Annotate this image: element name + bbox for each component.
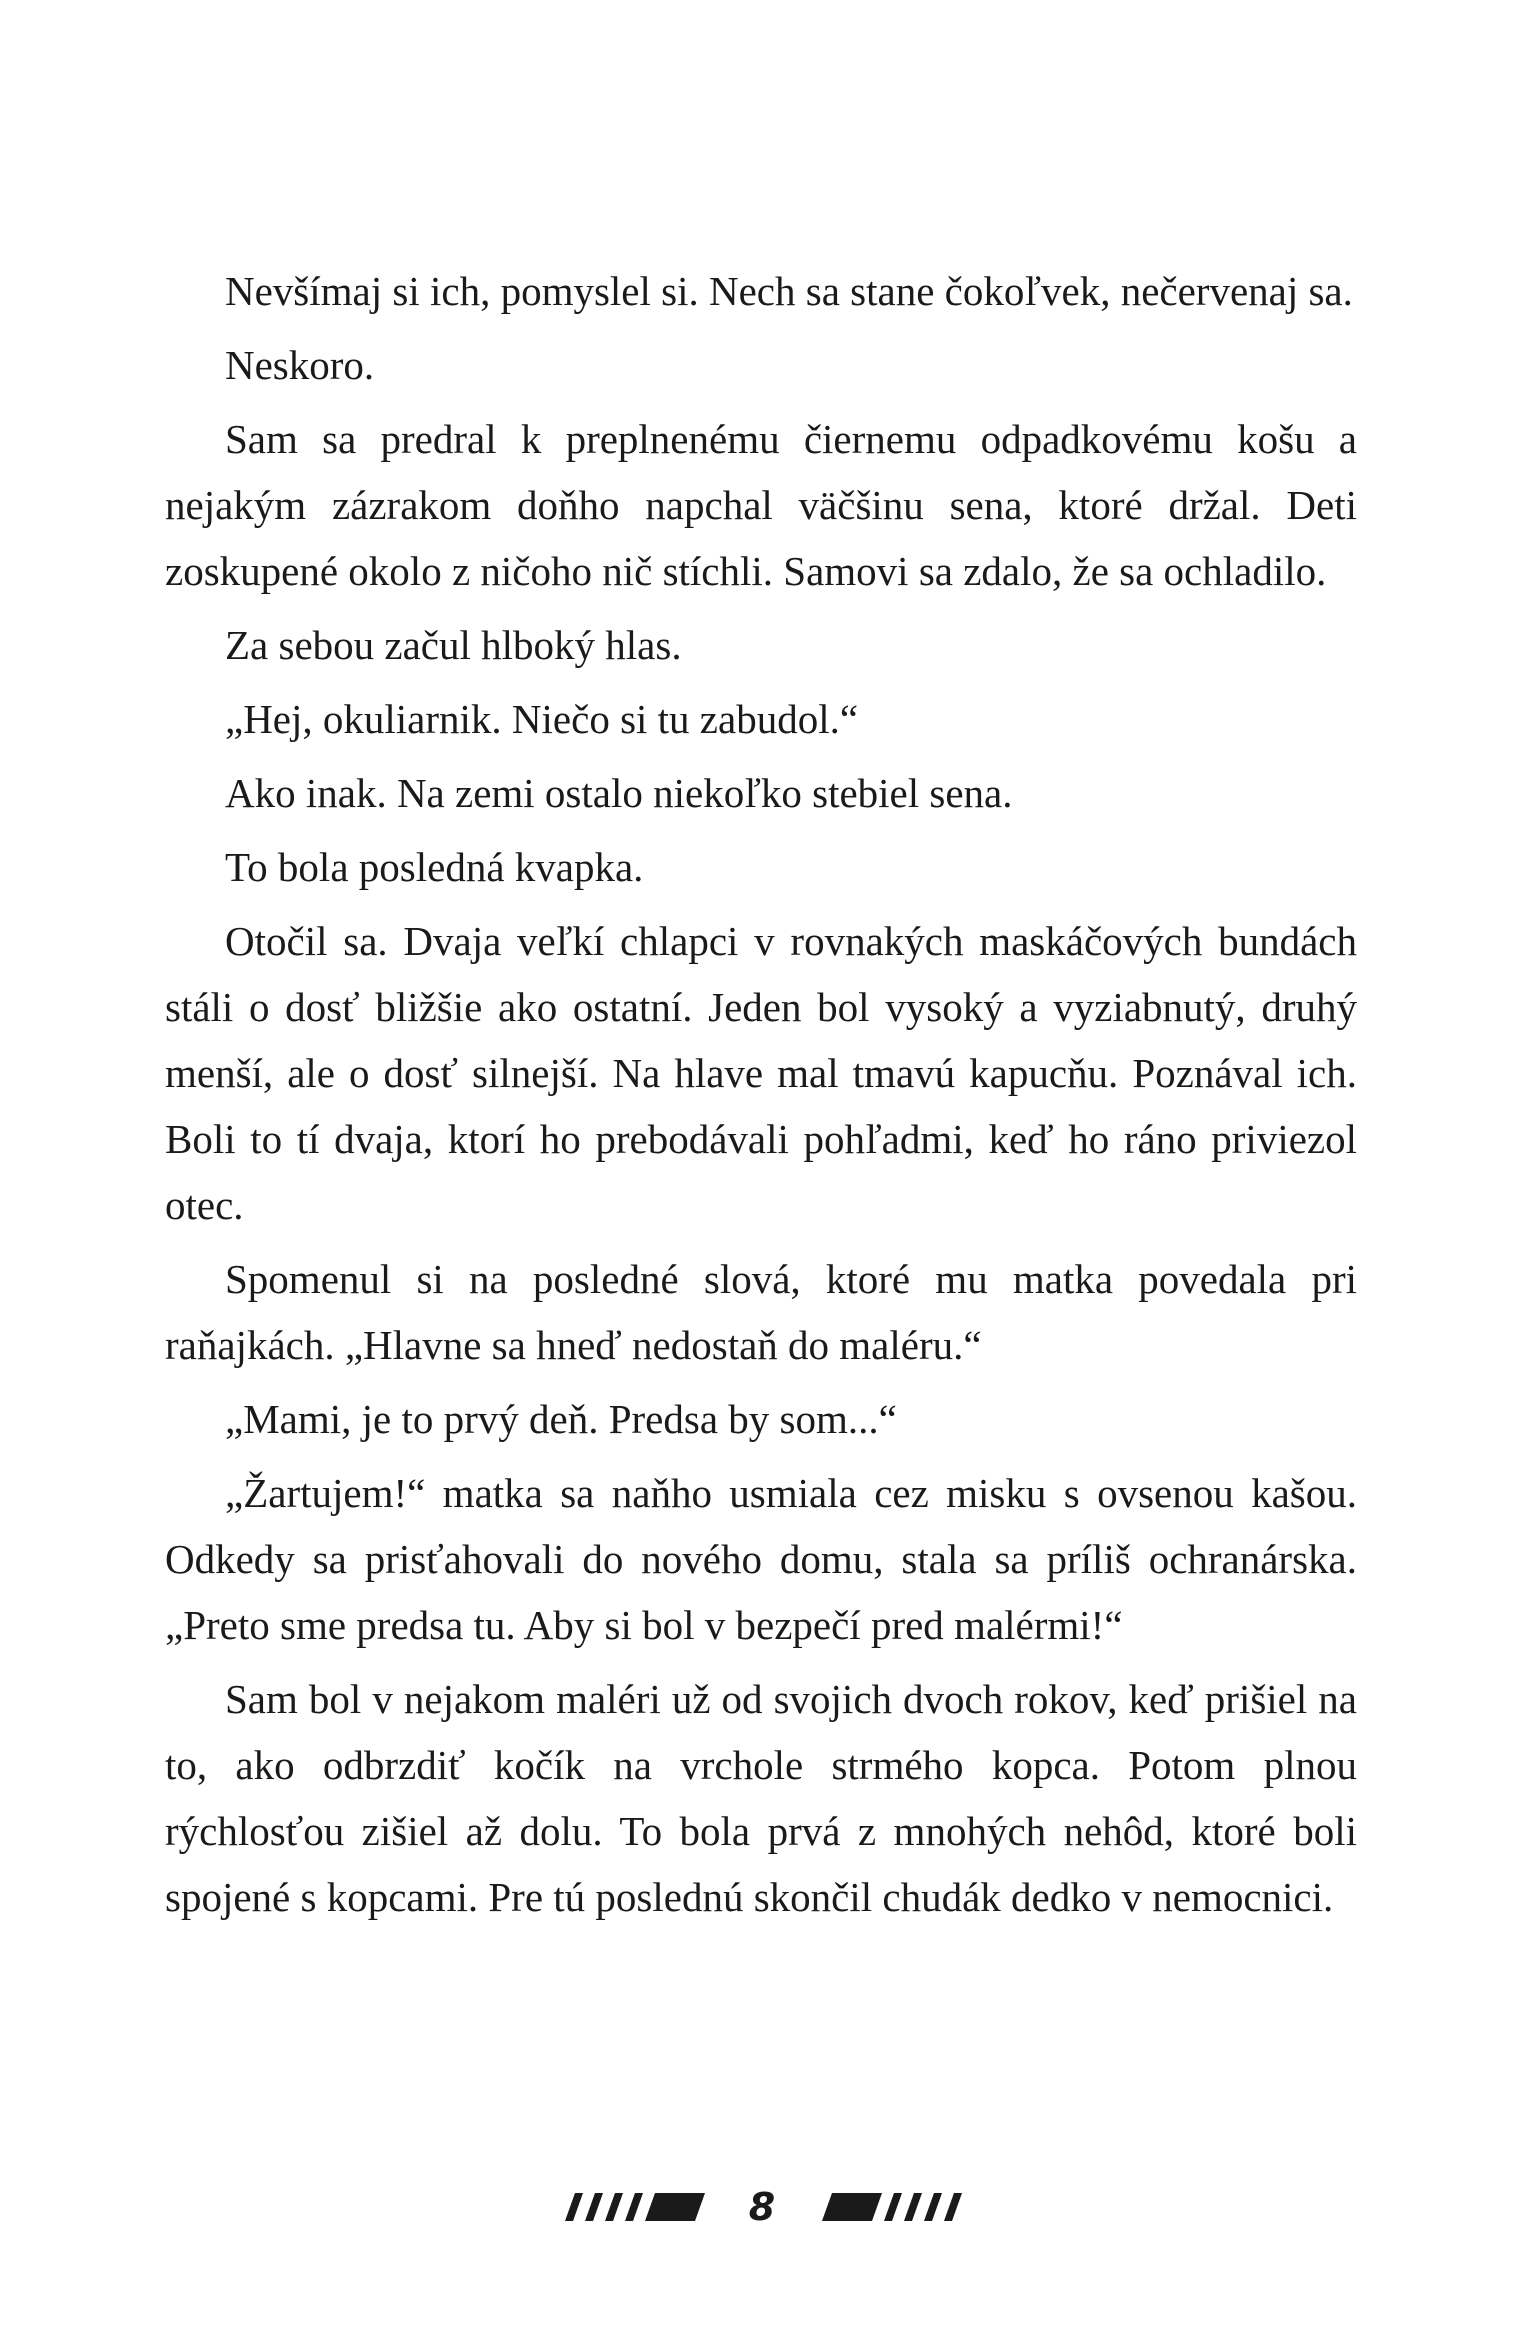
paragraph: „Žartujem!“ matka sa naňho usmiala cez misku s ovsenou kašou. Odkedy sa prisťahovali do nového domu, stala sa príliš ochranárska. „Preto sme predsa tu. Aby si bol v bezpečí pred malérmi!“ [165,1470,1357,1648]
paragraph: Sam sa predral k preplnenému čiernemu odpadkovému košu a nejakým zázrakom doňho napchal väčšinu sena, ktoré držal. Deti zoskupené okolo z ničoho nič stíchli. Samovi sa zdalo, že sa ochladilo. [165,416,1357,594]
right-stripes-ornament [822,2193,962,2221]
page-footer [0,2185,1524,2229]
paragraph: Za sebou začul hlboký hlas. [225,622,682,668]
paragraph: Neskoro. [225,342,375,388]
paragraph: „Hej, okuliarnik. Niečo si tu zabudol.“ [225,696,859,742]
body-text [165,258,1357,1938]
paragraph: To bola posledná kvapka. [225,844,644,890]
paragraph: Nevšímaj si ich, pomyslel si. Nech sa stane čokoľvek, nečervenaj sa. [225,268,1353,314]
left-stripes-ornament [565,2193,705,2221]
paragraph: Otočil sa. Dvaja veľkí chlapci v rovnakých maskáčových bundách stáli o dosť bližšie ako ostatní. Jeden bol vysoký a vyziabnutý, druhý menší, ale o dosť silnejší. Na hlave mal tmavú kapucňu. Poznával ich. Boli to tí dvaja, ktorí ho prebodávali pohľadmi, keď ho ráno priviezol otec. [165,918,1357,1228]
page-number: 8 [748,2185,776,2229]
paragraph: Ako inak. Na zemi ostalo niekoľko stebiel sena. [225,770,1013,816]
paragraph: Sam bol v nejakom maléri už od svojich dvoch rokov, keď prišiel na to, ako odbrzdiť kočík na vrchole strmého kopca. Potom plnou rýchlosťou zišiel až dolu. To bola prvá z mnohých nehôd, ktoré boli spojené s kopcami. Pre tú poslednú skončil chudák dedko v nemocnici. [165,1676,1357,1920]
paragraph: Spomenul si na posledné slová, ktoré mu matka povedala pri raňajkách. „Hlavne sa hneď nedostaň do maléru.“ [165,1256,1357,1368]
paragraph: „Mami, je to prvý deň. Predsa by som...“ [225,1396,897,1442]
